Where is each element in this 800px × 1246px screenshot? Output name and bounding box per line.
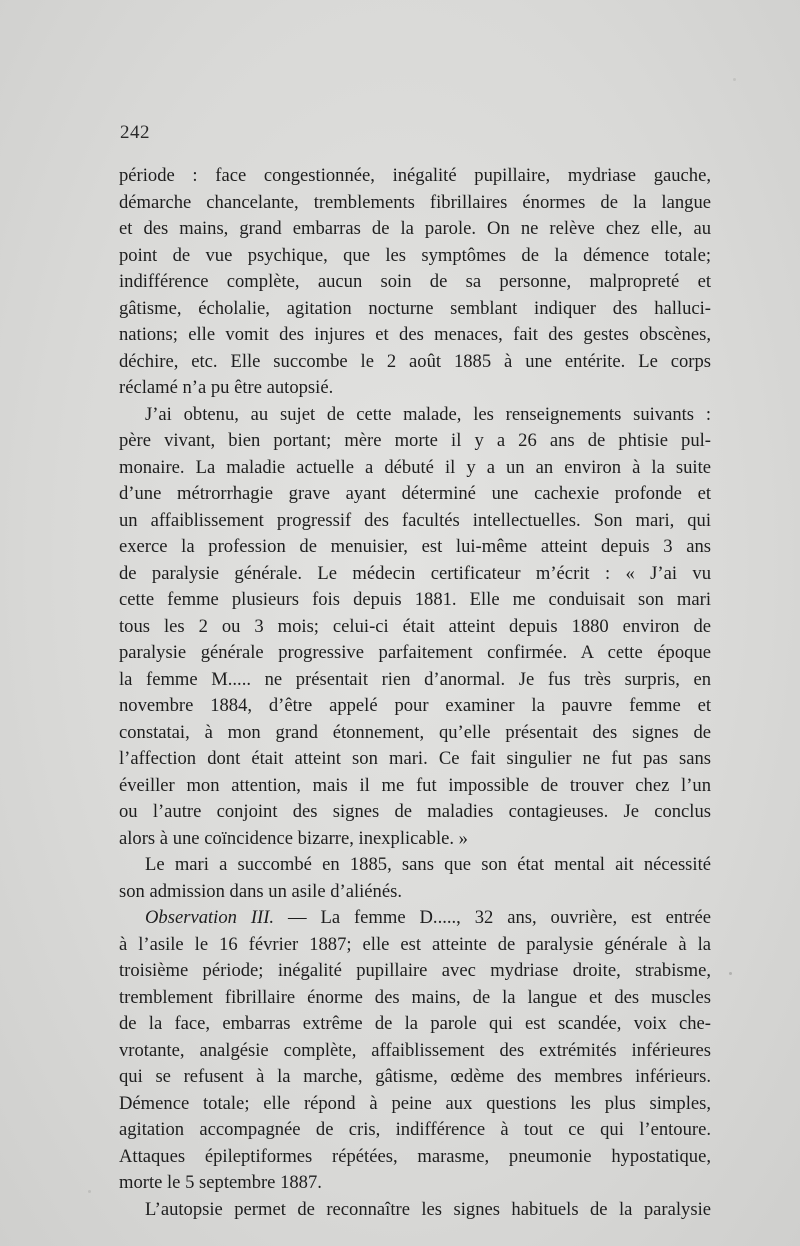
text-line xyxy=(119,455,711,482)
text-line xyxy=(119,349,711,376)
body-text xyxy=(119,163,711,1223)
text-line xyxy=(119,746,711,773)
text-line xyxy=(119,1197,711,1224)
line-text: qui se refusent à la marche, gâtisme, œdème des membres inférieurs. xyxy=(119,1066,711,1087)
line-text: L’autopsie permet de reconnaître les signes habituels de la paralysie xyxy=(145,1198,711,1220)
text-line xyxy=(119,296,711,323)
line-text: père vivant, bien portant; mère morte il y a 26 ans de phtisie pul- xyxy=(119,430,711,451)
text-line xyxy=(119,1117,711,1144)
text-line xyxy=(119,428,711,455)
line-text: tremblement fibrillaire énorme des mains, de la langue et des muscles xyxy=(119,986,711,1008)
line-text: gâtisme, écholalie, agitation nocturne semblant indiquer des halluci- xyxy=(119,297,711,319)
text-line xyxy=(119,773,711,800)
text-line xyxy=(119,667,711,694)
text-line xyxy=(119,402,711,429)
line-text: paralysie générale progressive parfaitement confirmée. A cette époque xyxy=(119,642,711,663)
paper-speck xyxy=(88,1190,91,1193)
text-line xyxy=(119,799,711,826)
line-text: — La femme D....., 32 ans, ouvrière, est entrée xyxy=(274,907,711,928)
line-text: point de vue psychique, que les symptômes de la démence totale; xyxy=(119,244,711,266)
text-line xyxy=(119,190,711,217)
text-line xyxy=(119,1170,711,1197)
text-line xyxy=(119,1011,711,1038)
line-text: monaire. La maladie actuelle a débuté il y a un an environ à la suite xyxy=(119,456,711,478)
text-line xyxy=(119,269,711,296)
line-text: morte le 5 septembre 1887. xyxy=(119,1172,322,1193)
text-line xyxy=(119,958,711,985)
line-text: agitation accompagnée de cris, indifférence à tout ce qui l’entoure. xyxy=(119,1119,711,1140)
line-text: nations; elle vomit des injures et des menaces, fait des gestes obscènes, xyxy=(119,324,711,345)
paragraph xyxy=(119,905,711,1197)
paragraph xyxy=(119,163,711,402)
text-line xyxy=(119,216,711,243)
text-line xyxy=(119,163,711,190)
text-line xyxy=(119,1091,711,1118)
text-line xyxy=(119,614,711,641)
line-text: et des mains, grand embarras de la parole. On ne relève chez elle, au xyxy=(119,218,711,239)
text-line xyxy=(119,1144,711,1171)
text-line xyxy=(119,826,711,853)
line-text: Démence totale; elle répond à peine aux questions les plus simples, xyxy=(119,1092,711,1114)
text-line xyxy=(119,905,711,932)
line-text: ou l’autre conjoint des signes de maladies contagieuses. Je conclus xyxy=(119,801,711,822)
line-text: de paralysie générale. Le médecin certificateur m’écrit : « J’ai vu xyxy=(119,562,711,584)
line-text: démarche chancelante, tremblements fibrillaires énormes de la langue xyxy=(119,191,711,213)
text-line xyxy=(119,375,711,402)
text-line xyxy=(119,243,711,270)
text-line xyxy=(119,985,711,1012)
line-text: déchire, etc. Elle succombe le 2 août 1885 à une entérite. Le corps xyxy=(119,350,711,372)
paper-speck xyxy=(729,972,732,975)
line-text: éveiller mon attention, mais il me fut impossible de trouver chez l’un xyxy=(119,774,711,796)
text-line xyxy=(119,879,711,906)
line-text: cette femme plusieurs fois depuis 1881. Elle me conduisait son mari xyxy=(119,589,711,610)
line-text: à l’asile le 16 février 1887; elle est atteinte de paralysie générale à la xyxy=(119,933,711,955)
text-line xyxy=(119,932,711,959)
line-text: vrotante, analgésie complète, affaiblissement des extrémités inférieures xyxy=(119,1039,711,1061)
text-line xyxy=(119,1064,711,1091)
text-line xyxy=(119,587,711,614)
line-text: novembre 1884, d’être appelé pour examiner la pauvre femme et xyxy=(119,695,711,716)
paper-speck xyxy=(733,78,736,81)
line-text: indifférence complète, aucun soin de sa personne, malpropreté et xyxy=(119,271,711,292)
line-text: J’ai obtenu, au sujet de cette malade, les renseignements suivants : xyxy=(145,403,711,425)
line-text: exerce la profession de menuisier, est lui-même atteint depuis 3 ans xyxy=(119,536,711,557)
line-text: Le mari a succombé en 1885, sans que son état mental ait nécessité xyxy=(145,854,711,875)
line-text: Attaques épileptiformes répétées, marasme, pneumonie hypostatique, xyxy=(119,1145,711,1167)
line-text: alors à une coïncidence bizarre, inexplicable. » xyxy=(119,827,468,849)
text-line xyxy=(119,481,711,508)
text-line xyxy=(119,693,711,720)
line-text: période : face congestionnée, inégalité pupillaire, mydriase gauche, xyxy=(119,165,711,186)
text-line xyxy=(119,640,711,667)
paragraph xyxy=(119,1197,711,1224)
text-line xyxy=(119,720,711,747)
line-text: un affaiblissement progressif des facultés intellectuelles. Son mari, qui xyxy=(119,509,711,531)
line-text: constatai, à mon grand étonnement, qu’elle présentait des signes de xyxy=(119,721,711,743)
observation-title: Observation III. xyxy=(145,907,275,928)
line-text: de la face, embarras extrême de la parole qui est scandée, voix che- xyxy=(119,1013,711,1034)
line-text: troisième période; inégalité pupillaire avec mydriase droite, strabisme, xyxy=(119,960,711,981)
paragraph xyxy=(119,852,711,905)
page-number: 242 xyxy=(120,122,150,143)
text-line xyxy=(119,1038,711,1065)
text-line xyxy=(119,561,711,588)
text-line xyxy=(119,508,711,535)
line-text: l’affection dont était atteint son mari. Ce fait singulier ne fut pas sans xyxy=(119,748,711,769)
line-text: réclamé n’a pu être autopsié. xyxy=(119,377,334,398)
line-text: la femme M..... ne présentait rien d’anormal. Je fus très surpris, en xyxy=(119,668,711,690)
text-line xyxy=(119,322,711,349)
text-line xyxy=(119,852,711,879)
text-line xyxy=(119,534,711,561)
line-text: d’une métrorrhagie grave ayant déterminé une cachexie profonde et xyxy=(119,483,711,504)
paragraph xyxy=(119,402,711,853)
line-text: tous les 2 ou 3 mois; celui-ci était atteint depuis 1880 environ de xyxy=(119,615,711,637)
line-text: son admission dans un asile d’aliénés. xyxy=(119,880,402,902)
